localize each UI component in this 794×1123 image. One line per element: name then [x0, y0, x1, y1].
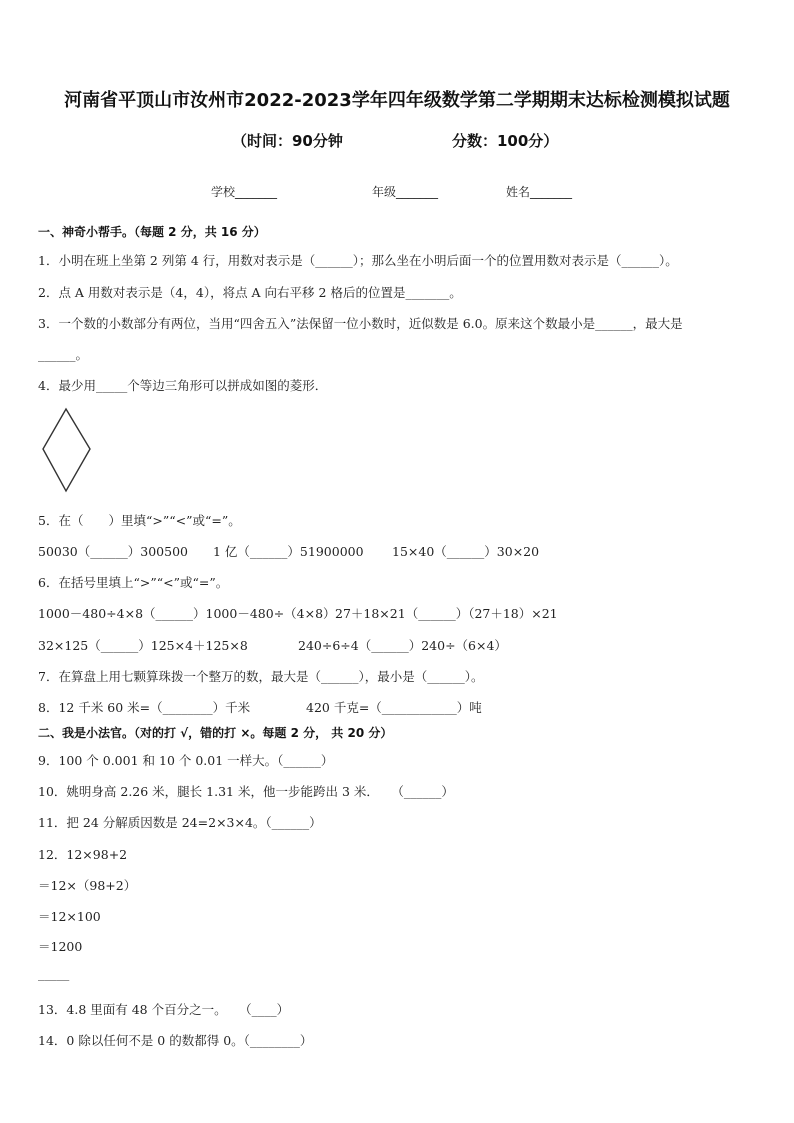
question-9: 9．100 个 0.001 和 10 个 0.01 一样大。（______） [38, 753, 334, 768]
q8-item: 420 千克=（____________）吨 [306, 700, 482, 715]
question-11: 11．把 24 分解质因数是 24=2×3×4。（______） [38, 815, 322, 830]
grade-field: 年级_______ [372, 185, 439, 199]
question-12-step: ＝12×100 [38, 909, 101, 924]
q8-item: 8．12 千米 60 米=（________）千米 [38, 700, 251, 715]
section-2-heading: 二、我是小法官。（对的打 √，错的打 ×。每题 2 分， 共 20 分） [38, 726, 393, 740]
question-12-answer-blank: _____ [38, 966, 70, 981]
question-12-step: ＝12×（98+2） [38, 878, 137, 893]
name-field: 姓名_______ [506, 185, 573, 199]
exam-title: 河南省平顶山市汝州市2022-2023学年四年级数学第二学期期末达标检测模拟试题 [64, 90, 730, 111]
exam-score: 分数：100分） [452, 132, 559, 150]
question-5: 5．在（ ）里填“>”“<”或“=”。 [38, 513, 241, 528]
q5-item: 1 亿（______）51900000 [213, 544, 364, 559]
question-3-continued: ______。 [38, 347, 89, 362]
question-2: 2．点 A 用数对表示是（4，4），将点 A 向右平移 2 格后的位置是_______。 [38, 285, 462, 300]
question-12: 12．12×98+2 [38, 847, 128, 862]
exam-time: （时间：90分钟 [232, 132, 343, 150]
question-6: 6．在括号里填上“>”“<”或“=”。 [38, 575, 229, 590]
question-4: 4．最少用_____个等边三角形可以拼成如图的菱形． [38, 378, 328, 393]
question-12-step: ＝1200 [38, 939, 83, 954]
q6-item: 27＋18×21（______）（27＋18）×21 [335, 606, 558, 621]
q6-item: 32×125（______）125×4＋125×8 [38, 638, 248, 653]
question-3: 3．一个数的小数部分有两位，当用“四舍五入”法保留一位小数时，近似数是 6.0。原来这个数最小是______，最大是 [38, 316, 683, 331]
rhombus-figure [40, 407, 94, 493]
q6-item: 240÷6÷4（______）240÷（6×4） [298, 638, 507, 653]
question-7: 7．在算盘上用七颗算珠拨一个整万的数，最大是（______），最小是（______）。 [38, 669, 484, 684]
school-field: 学校_______ [211, 185, 278, 199]
question-10: 10．姚明身高 2.26 米，腿长 1.31 米，他一步能跨出 3 米． （______） [38, 784, 454, 799]
q5-item: 15×40（______）30×20 [392, 544, 540, 559]
question-13: 13．4.8 里面有 48 个百分之一。 （____） [38, 1002, 290, 1017]
section-1-heading: 一、神奇小帮手。（每题 2 分，共 16 分） [38, 225, 266, 239]
q6-item: 1000－480÷4×8（______）1000－480÷（4×8） [38, 606, 336, 621]
q5-item: 50030（______）300500 [38, 544, 188, 559]
question-1: 1．小明在班上坐第 2 列第 4 行，用数对表示是（______）；那么坐在小明后面一个的位置用数对表示是（______）。 [38, 253, 678, 268]
question-14: 14．0 除以任何不是 0 的数都得 0。（________） [38, 1033, 313, 1048]
